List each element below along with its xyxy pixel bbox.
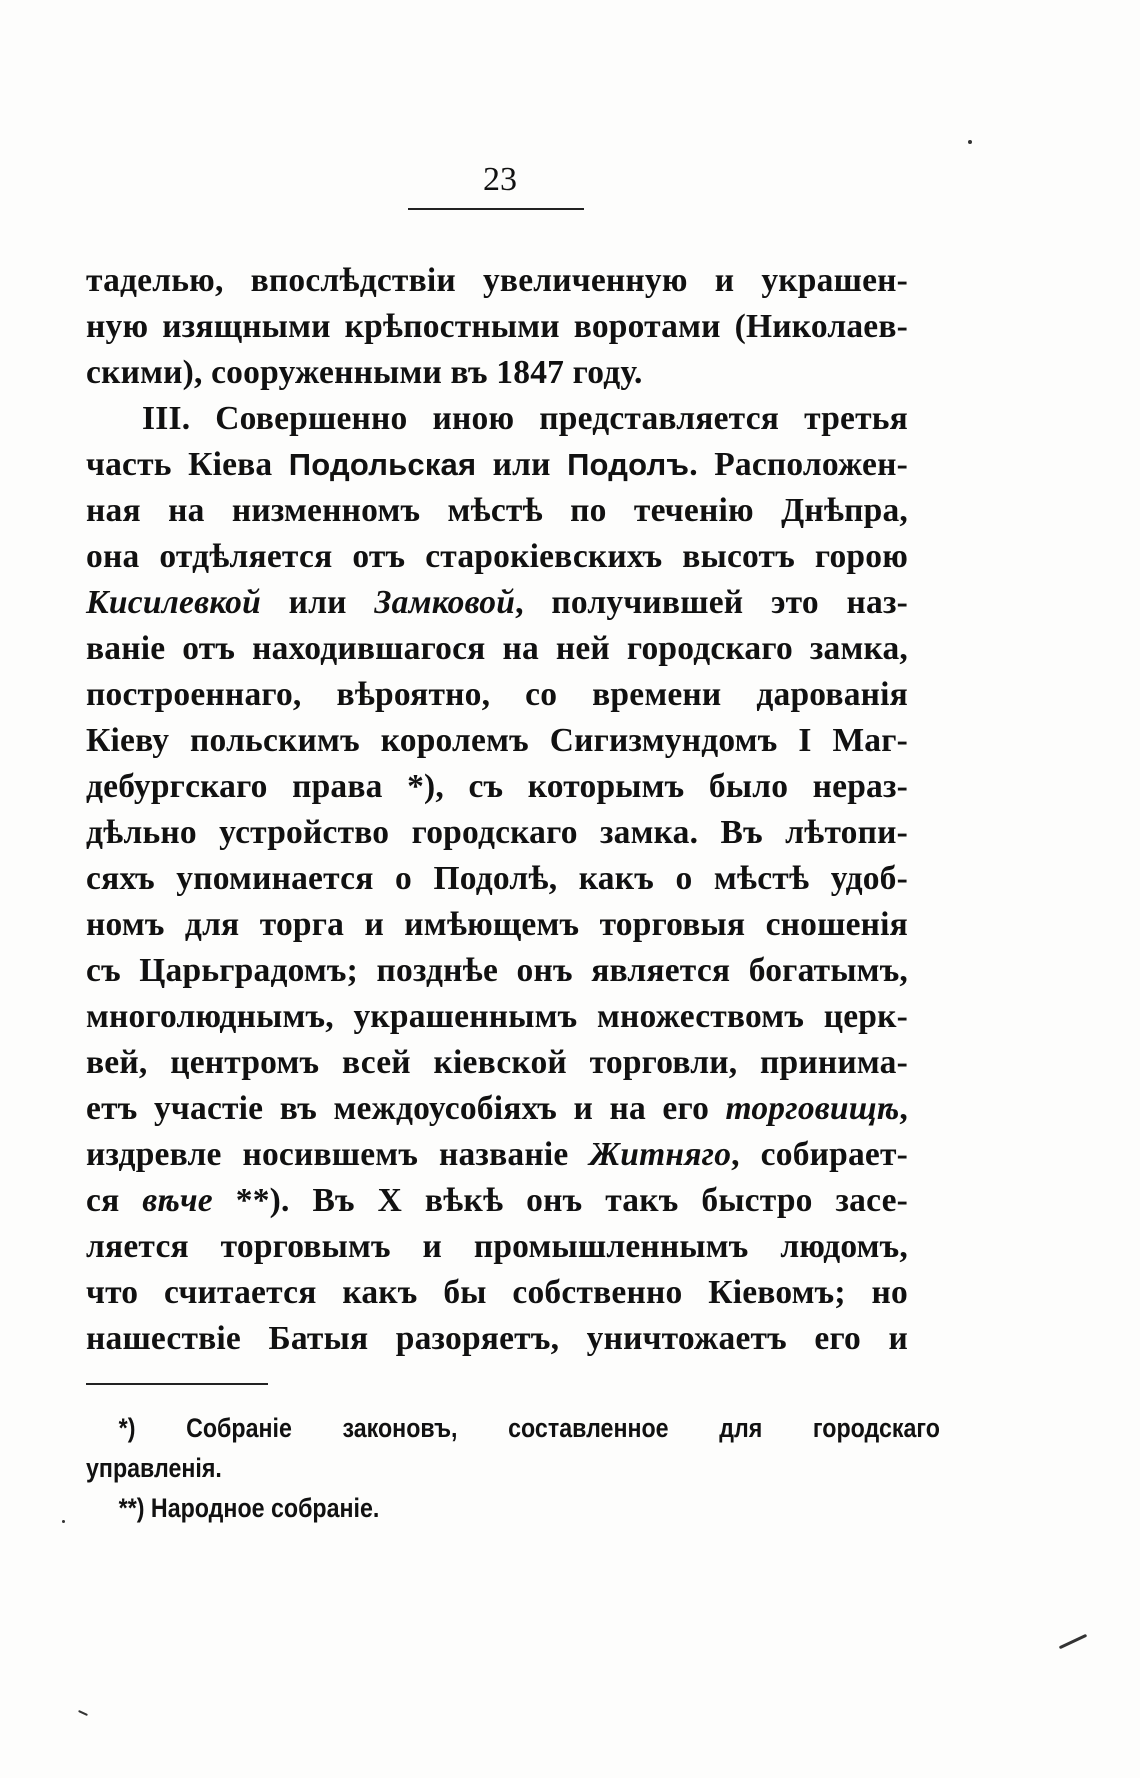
text-line <box>86 810 908 856</box>
text-segment: , получившей это наз- <box>515 584 908 621</box>
text-line <box>86 1086 908 1132</box>
text-line <box>86 626 908 672</box>
text-segment: построеннаго, вѣроятно, со времени дарованія <box>86 676 908 713</box>
text-segment: или <box>260 584 375 621</box>
italic-term: Житняго <box>589 1136 732 1173</box>
text-segment: она отдѣляется отъ старокіевскихъ высотъ горою <box>86 538 908 575</box>
text-segment: етъ участіе въ междоусобіяхъ и на его <box>86 1090 726 1127</box>
text-line <box>86 1224 908 1270</box>
text-segment: ную изящными крѣпостными воротами (Николаев- <box>86 308 908 345</box>
text-line <box>86 304 908 350</box>
text-segment: или <box>476 446 568 483</box>
text-segment: ная на низменномъ мѣстѣ по теченію Днѣпра, <box>86 492 908 529</box>
text-line <box>86 580 908 626</box>
footnote-rule <box>86 1383 268 1385</box>
text-segment: таделью, впослѣдствіи увеличенную и украшен- <box>86 262 908 299</box>
text-segment: скими), сооруженными въ 1847 году. <box>86 354 643 391</box>
text-segment: ляется торговымъ и промышленнымъ людомъ, <box>86 1228 908 1265</box>
italic-term: торговищѣ <box>725 1090 900 1127</box>
text-line <box>86 764 908 810</box>
text-segment: издревле носившемъ названіе <box>86 1136 590 1173</box>
italic-term: вѣче <box>142 1182 213 1219</box>
text-segment: **). Въ X вѣкѣ онъ такъ быстро засе- <box>212 1182 908 1219</box>
page-number: 23 <box>483 161 517 198</box>
text-segment: сяхъ упоминается о Подолѣ, какъ о мѣстѣ удоб- <box>86 860 908 897</box>
text-line <box>86 1270 908 1316</box>
text-segment: многолюднымъ, украшеннымъ множествомъ церк- <box>86 998 908 1035</box>
text-segment: III. Совершенно иною представляется третья <box>142 400 908 437</box>
text-line <box>86 902 908 948</box>
text-line <box>86 718 908 764</box>
text-line <box>86 1178 908 1224</box>
scan-speck <box>62 1520 65 1523</box>
text-segment: дебургскаго права *), съ которымъ было нераз- <box>86 768 908 805</box>
text-line <box>86 442 908 488</box>
text-line <box>86 948 908 994</box>
text-segment: дѣльно устройство городскаго замка. Въ лѣтопи- <box>86 814 908 851</box>
text-segment: Кіеву польскимъ королемъ Сигизмундомъ I Маг- <box>86 722 908 759</box>
text-line <box>86 1132 908 1178</box>
header-rule <box>408 208 584 210</box>
footnote-line: управленія. <box>86 1453 222 1483</box>
bold-term: Подолъ <box>567 447 690 482</box>
text-line <box>86 534 908 580</box>
text-segment: , собирает- <box>731 1136 909 1173</box>
scan-speck <box>78 1710 88 1716</box>
italic-term: Замковой <box>374 584 516 621</box>
text-line <box>86 258 908 304</box>
text-segment: ся <box>86 1182 143 1219</box>
main-text <box>86 258 908 1362</box>
footnote-line: *) Собраніе законовъ, составленное для городскаго <box>118 1413 940 1443</box>
scan-speck <box>1059 1634 1087 1649</box>
text-line <box>86 672 908 718</box>
text-line <box>86 994 908 1040</box>
text-segment: , <box>899 1090 908 1127</box>
text-segment: . Расположен- <box>689 446 908 483</box>
bold-term: Подольская <box>288 447 477 482</box>
text-line <box>86 350 908 396</box>
text-line <box>86 1040 908 1086</box>
italic-term: Кисилевкой <box>86 584 261 621</box>
scan-speck <box>968 140 972 144</box>
text-segment: номъ для торга и имѣющемъ торговыя сношенія <box>86 906 908 943</box>
text-line <box>86 856 908 902</box>
text-segment: съ Царьградомъ; позднѣе онъ является богатымъ, <box>86 952 908 989</box>
text-line <box>86 488 908 534</box>
text-segment: часть Кіева <box>86 446 289 483</box>
text-segment: ваніе отъ находившагося на ней городскаго замка, <box>86 630 908 667</box>
footnote-line: **) Народное собраніе. <box>118 1493 380 1523</box>
text-segment: вей, центромъ всей кіевской торговли, принима- <box>86 1044 908 1081</box>
text-line <box>86 396 908 442</box>
text-line <box>86 1316 908 1362</box>
footnotes <box>86 1408 940 1528</box>
text-segment: что считается какъ бы собственно Кіевомъ; но <box>86 1274 908 1311</box>
text-segment: нашествіе Батыя разоряетъ, уничтожаетъ его и <box>86 1320 908 1357</box>
